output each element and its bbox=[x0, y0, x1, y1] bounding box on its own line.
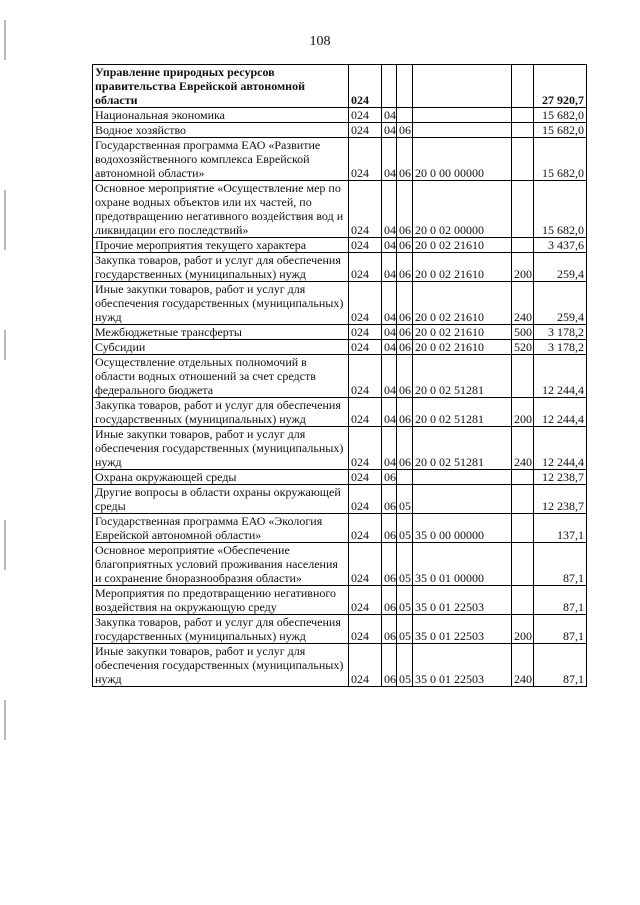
target-article-cell bbox=[413, 108, 512, 123]
row-name-cell: Иные закупки товаров, работ и услуг для обеспечения государственных (муниципальных) нужд bbox=[93, 644, 349, 687]
section-code-cell: 04 bbox=[382, 253, 397, 282]
subsection-code-cell: 06 bbox=[397, 325, 413, 340]
target-article-cell: 20 0 02 51281 bbox=[413, 427, 512, 470]
table-row bbox=[93, 325, 587, 340]
expense-type-cell: 200 bbox=[512, 253, 534, 282]
admin-code-cell: 024 bbox=[349, 282, 382, 325]
table-row bbox=[93, 427, 587, 470]
amount-cell: 137,1 bbox=[534, 514, 587, 543]
row-name-cell: Управление природных ресурсов правительства Еврейской автономной области bbox=[93, 65, 349, 108]
amount-cell: 12 238,7 bbox=[534, 470, 587, 485]
expense-type-cell bbox=[512, 355, 534, 398]
admin-code-cell: 024 bbox=[349, 470, 382, 485]
scan-margin-marks bbox=[4, 0, 14, 905]
row-name-cell: Иные закупки товаров, работ и услуг для обеспечения государственных (муниципальных) нужд bbox=[93, 427, 349, 470]
row-name-cell: Закупка товаров, работ и услуг для обеспечения государственных (муниципальных) нужд bbox=[93, 615, 349, 644]
row-name-cell: Государственная программа ЕАО «Развитие водохозяйственного комплекса Еврейской автономной области» bbox=[93, 138, 349, 181]
amount-cell: 259,4 bbox=[534, 282, 587, 325]
budget-table bbox=[92, 64, 587, 687]
target-article-cell: 35 0 00 00000 bbox=[413, 514, 512, 543]
subsection-code-cell: 06 bbox=[397, 138, 413, 181]
target-article-cell: 20 0 02 00000 bbox=[413, 181, 512, 238]
table-row bbox=[93, 644, 587, 687]
target-article-cell: 20 0 02 21610 bbox=[413, 325, 512, 340]
subsection-code-cell: 06 bbox=[397, 340, 413, 355]
expense-type-cell bbox=[512, 65, 534, 108]
section-code-cell: 06 bbox=[382, 470, 397, 485]
admin-code-cell: 024 bbox=[349, 427, 382, 470]
expense-type-cell bbox=[512, 238, 534, 253]
admin-code-cell: 024 bbox=[349, 123, 382, 138]
row-name-cell: Мероприятия по предотвращению негативного воздействия на окружающую среду bbox=[93, 586, 349, 615]
table-row bbox=[93, 138, 587, 181]
subsection-code-cell: 06 bbox=[397, 355, 413, 398]
expense-type-cell: 240 bbox=[512, 427, 534, 470]
target-article-cell: 20 0 02 51281 bbox=[413, 355, 512, 398]
target-article-cell: 35 0 01 22503 bbox=[413, 586, 512, 615]
table-row bbox=[93, 181, 587, 238]
section-code-cell: 06 bbox=[382, 514, 397, 543]
admin-code-cell: 024 bbox=[349, 238, 382, 253]
target-article-cell: 20 0 02 21610 bbox=[413, 238, 512, 253]
row-name-cell: Государственная программа ЕАО «Экология Еврейской автономной области» bbox=[93, 514, 349, 543]
subsection-code-cell: 06 bbox=[397, 427, 413, 470]
expense-type-cell bbox=[512, 485, 534, 514]
admin-code-cell: 024 bbox=[349, 586, 382, 615]
amount-cell: 87,1 bbox=[534, 644, 587, 687]
admin-code-cell: 024 bbox=[349, 65, 382, 108]
subsection-code-cell: 06 bbox=[397, 181, 413, 238]
section-code-cell: 04 bbox=[382, 398, 397, 427]
subsection-code-cell bbox=[397, 65, 413, 108]
page-number: 108 bbox=[309, 34, 331, 49]
target-article-cell: 35 0 01 22503 bbox=[413, 644, 512, 687]
admin-code-cell: 024 bbox=[349, 181, 382, 238]
subsection-code-cell: 06 bbox=[397, 123, 413, 138]
target-article-cell: 35 0 01 00000 bbox=[413, 543, 512, 586]
section-code-cell bbox=[382, 65, 397, 108]
admin-code-cell: 024 bbox=[349, 398, 382, 427]
section-code-cell: 04 bbox=[382, 108, 397, 123]
expense-type-cell bbox=[512, 514, 534, 543]
amount-cell: 27 920,7 bbox=[534, 65, 587, 108]
expense-type-cell bbox=[512, 586, 534, 615]
expense-type-cell: 200 bbox=[512, 615, 534, 644]
target-article-cell bbox=[413, 123, 512, 138]
section-code-cell: 06 bbox=[382, 586, 397, 615]
table-row bbox=[93, 355, 587, 398]
target-article-cell bbox=[413, 65, 512, 108]
table-row bbox=[93, 485, 587, 514]
amount-cell: 259,4 bbox=[534, 253, 587, 282]
row-name-cell: Осуществление отдельных полномочий в области водных отношений за счет средств федерального бюджета bbox=[93, 355, 349, 398]
subsection-code-cell: 05 bbox=[397, 514, 413, 543]
row-name-cell: Охрана окружающей среды bbox=[93, 470, 349, 485]
admin-code-cell: 024 bbox=[349, 138, 382, 181]
row-name-cell: Другие вопросы в области охраны окружающей среды bbox=[93, 485, 349, 514]
amount-cell: 3 178,2 bbox=[534, 325, 587, 340]
target-article-cell bbox=[413, 470, 512, 485]
target-article-cell: 20 0 00 00000 bbox=[413, 138, 512, 181]
admin-code-cell: 024 bbox=[349, 514, 382, 543]
section-code-cell: 06 bbox=[382, 543, 397, 586]
amount-cell: 12 238,7 bbox=[534, 485, 587, 514]
section-code-cell: 04 bbox=[382, 282, 397, 325]
subsection-code-cell: 05 bbox=[397, 615, 413, 644]
amount-cell: 87,1 bbox=[534, 543, 587, 586]
expense-type-cell bbox=[512, 181, 534, 238]
table-row bbox=[93, 514, 587, 543]
table-row bbox=[93, 586, 587, 615]
table-row bbox=[93, 470, 587, 485]
table-row bbox=[93, 253, 587, 282]
row-name-cell: Субсидии bbox=[93, 340, 349, 355]
admin-code-cell: 024 bbox=[349, 108, 382, 123]
section-code-cell: 06 bbox=[382, 615, 397, 644]
table-row bbox=[93, 398, 587, 427]
table-row bbox=[93, 340, 587, 355]
subsection-code-cell bbox=[397, 470, 413, 485]
table-row bbox=[93, 543, 587, 586]
row-name-cell: Иные закупки товаров, работ и услуг для обеспечения государственных (муниципальных) нужд bbox=[93, 282, 349, 325]
budget-table-body bbox=[93, 65, 587, 687]
expense-type-cell bbox=[512, 123, 534, 138]
amount-cell: 87,1 bbox=[534, 586, 587, 615]
expense-type-cell bbox=[512, 138, 534, 181]
target-article-cell: 20 0 02 21610 bbox=[413, 340, 512, 355]
subsection-code-cell: 05 bbox=[397, 586, 413, 615]
amount-cell: 15 682,0 bbox=[534, 138, 587, 181]
target-article-cell bbox=[413, 485, 512, 514]
amount-cell: 12 244,4 bbox=[534, 355, 587, 398]
section-code-cell: 04 bbox=[382, 138, 397, 181]
target-article-cell: 20 0 02 21610 bbox=[413, 253, 512, 282]
row-name-cell: Закупка товаров, работ и услуг для обеспечения государственных (муниципальных) нужд bbox=[93, 398, 349, 427]
expense-type-cell bbox=[512, 543, 534, 586]
table-row bbox=[93, 615, 587, 644]
expense-type-cell: 240 bbox=[512, 644, 534, 687]
table-row bbox=[93, 123, 587, 138]
admin-code-cell: 024 bbox=[349, 644, 382, 687]
subsection-code-cell: 06 bbox=[397, 253, 413, 282]
amount-cell: 12 244,4 bbox=[534, 427, 587, 470]
admin-code-cell: 024 bbox=[349, 340, 382, 355]
section-code-cell: 04 bbox=[382, 123, 397, 138]
amount-cell: 15 682,0 bbox=[534, 181, 587, 238]
admin-code-cell: 024 bbox=[349, 355, 382, 398]
section-code-cell: 06 bbox=[382, 644, 397, 687]
admin-code-cell: 024 bbox=[349, 253, 382, 282]
section-code-cell: 04 bbox=[382, 325, 397, 340]
amount-cell: 3 178,2 bbox=[534, 340, 587, 355]
target-article-cell: 20 0 02 21610 bbox=[413, 282, 512, 325]
subsection-code-cell: 05 bbox=[397, 543, 413, 586]
expense-type-cell: 240 bbox=[512, 282, 534, 325]
row-name-cell: Межбюджетные трансферты bbox=[93, 325, 349, 340]
section-code-cell: 04 bbox=[382, 355, 397, 398]
table-row bbox=[93, 108, 587, 123]
table-row bbox=[93, 238, 587, 253]
table-row bbox=[93, 65, 587, 108]
section-code-cell: 04 bbox=[382, 238, 397, 253]
row-name-cell: Прочие мероприятия текущего характера bbox=[93, 238, 349, 253]
table-row bbox=[93, 282, 587, 325]
subsection-code-cell: 06 bbox=[397, 282, 413, 325]
target-article-cell: 20 0 02 51281 bbox=[413, 398, 512, 427]
subsection-code-cell: 06 bbox=[397, 238, 413, 253]
admin-code-cell: 024 bbox=[349, 485, 382, 514]
expense-type-cell bbox=[512, 108, 534, 123]
row-name-cell: Основное мероприятие «Обеспечение благоприятных условий проживания населения и сохранение биоразнообразия области» bbox=[93, 543, 349, 586]
expense-type-cell: 200 bbox=[512, 398, 534, 427]
row-name-cell: Закупка товаров, работ и услуг для обеспечения государственных (муниципальных) нужд bbox=[93, 253, 349, 282]
amount-cell: 15 682,0 bbox=[534, 123, 587, 138]
subsection-code-cell: 05 bbox=[397, 485, 413, 514]
section-code-cell: 04 bbox=[382, 427, 397, 470]
admin-code-cell: 024 bbox=[349, 615, 382, 644]
amount-cell: 3 437,6 bbox=[534, 238, 587, 253]
section-code-cell: 04 bbox=[382, 340, 397, 355]
expense-type-cell: 500 bbox=[512, 325, 534, 340]
target-article-cell: 35 0 01 22503 bbox=[413, 615, 512, 644]
section-code-cell: 06 bbox=[382, 485, 397, 514]
row-name-cell: Национальная экономика bbox=[93, 108, 349, 123]
amount-cell: 15 682,0 bbox=[534, 108, 587, 123]
admin-code-cell: 024 bbox=[349, 325, 382, 340]
amount-cell: 87,1 bbox=[534, 615, 587, 644]
subsection-code-cell: 05 bbox=[397, 644, 413, 687]
row-name-cell: Водное хозяйство bbox=[93, 123, 349, 138]
row-name-cell: Основное мероприятие «Осуществление мер по охране водных объектов или их частей, по предотвращению негативного воздействия вод и ликвидации его последствий» bbox=[93, 181, 349, 238]
subsection-code-cell bbox=[397, 108, 413, 123]
admin-code-cell: 024 bbox=[349, 543, 382, 586]
amount-cell: 12 244,4 bbox=[534, 398, 587, 427]
expense-type-cell: 520 bbox=[512, 340, 534, 355]
expense-type-cell bbox=[512, 470, 534, 485]
section-code-cell: 04 bbox=[382, 181, 397, 238]
subsection-code-cell: 06 bbox=[397, 398, 413, 427]
